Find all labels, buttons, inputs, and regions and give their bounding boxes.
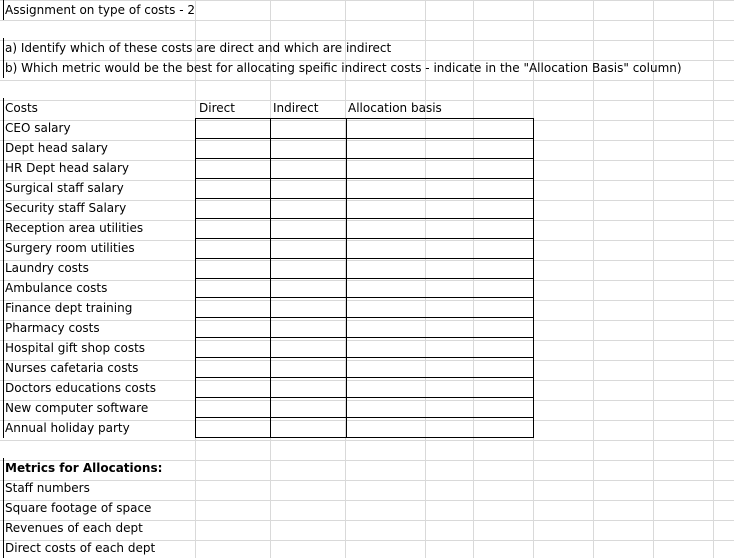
allocation-basis-cell[interactable] bbox=[347, 338, 534, 358]
direct-cell[interactable] bbox=[196, 358, 271, 378]
allocation-basis-cell[interactable] bbox=[347, 238, 534, 258]
direct-cell[interactable] bbox=[196, 298, 271, 318]
cost-row-label[interactable]: CEO salary bbox=[5, 121, 71, 135]
indirect-cell[interactable] bbox=[271, 398, 347, 418]
indirect-cell[interactable] bbox=[271, 418, 347, 438]
gridline bbox=[0, 480, 734, 481]
cell-border bbox=[3, 38, 4, 78]
cost-row-label[interactable]: Surgery room utilities bbox=[5, 241, 135, 255]
direct-cell[interactable] bbox=[196, 218, 271, 238]
instruction-b[interactable]: b) Which metric would be the best for allocating speific indirect costs - indicate in the "Allocation Basis" column) bbox=[5, 61, 682, 75]
indirect-cell[interactable] bbox=[271, 238, 347, 258]
metric-item[interactable]: Square footage of space bbox=[5, 501, 152, 515]
cell-border bbox=[3, 98, 4, 438]
answer-row bbox=[196, 298, 534, 318]
answer-row bbox=[196, 238, 534, 258]
allocation-basis-header[interactable]: Allocation basis bbox=[348, 101, 442, 115]
metric-item[interactable]: Staff numbers bbox=[5, 481, 90, 495]
allocation-basis-cell[interactable] bbox=[347, 278, 534, 298]
allocation-basis-cell[interactable] bbox=[347, 358, 534, 378]
answer-row bbox=[196, 119, 534, 139]
answer-row bbox=[196, 218, 534, 238]
gridline bbox=[0, 80, 734, 81]
metric-item[interactable]: Revenues of each dept bbox=[5, 521, 143, 535]
cell-border bbox=[3, 0, 4, 20]
indirect-cell[interactable] bbox=[271, 338, 347, 358]
cost-row-label[interactable]: Doctors educations costs bbox=[5, 381, 156, 395]
gridline bbox=[653, 0, 654, 558]
assignment-title[interactable]: Assignment on type of costs - 2 bbox=[5, 3, 195, 17]
direct-cell[interactable] bbox=[196, 198, 271, 218]
indirect-cell[interactable] bbox=[271, 258, 347, 278]
allocation-basis-cell[interactable] bbox=[347, 378, 534, 398]
cost-row-label[interactable]: Hospital gift shop costs bbox=[5, 341, 146, 355]
answer-row bbox=[196, 418, 534, 438]
allocation-basis-cell[interactable] bbox=[347, 298, 534, 318]
indirect-cell[interactable] bbox=[271, 198, 347, 218]
cost-row-label[interactable]: Surgical staff salary bbox=[5, 181, 124, 195]
allocation-basis-cell[interactable] bbox=[347, 138, 534, 158]
allocation-basis-cell[interactable] bbox=[347, 158, 534, 178]
direct-cell[interactable] bbox=[196, 238, 271, 258]
cost-row-label[interactable]: Dept head salary bbox=[5, 141, 108, 155]
cost-row-label[interactable]: Pharmacy costs bbox=[5, 321, 100, 335]
direct-cell[interactable] bbox=[196, 318, 271, 338]
direct-header[interactable]: Direct bbox=[199, 101, 235, 115]
direct-cell[interactable] bbox=[196, 158, 271, 178]
answer-row bbox=[196, 398, 534, 418]
answer-row bbox=[196, 158, 534, 178]
answer-row bbox=[196, 198, 534, 218]
gridline bbox=[713, 0, 714, 558]
direct-cell[interactable] bbox=[196, 418, 271, 438]
indirect-cell[interactable] bbox=[271, 278, 347, 298]
answer-row bbox=[196, 178, 534, 198]
metrics-heading[interactable]: Metrics for Allocations: bbox=[5, 461, 163, 475]
allocation-basis-cell[interactable] bbox=[347, 198, 534, 218]
answer-grid bbox=[195, 118, 534, 438]
answer-row bbox=[196, 318, 534, 338]
cost-row-label[interactable]: HR Dept head salary bbox=[5, 161, 130, 175]
direct-cell[interactable] bbox=[196, 378, 271, 398]
direct-cell[interactable] bbox=[196, 278, 271, 298]
direct-cell[interactable] bbox=[196, 138, 271, 158]
gridline bbox=[0, 20, 734, 21]
indirect-cell[interactable] bbox=[271, 119, 347, 139]
direct-cell[interactable] bbox=[196, 119, 271, 139]
cost-row-label[interactable]: Laundry costs bbox=[5, 261, 89, 275]
cost-row-label[interactable]: New computer software bbox=[5, 401, 149, 415]
cost-row-label[interactable]: Security staff Salary bbox=[5, 201, 127, 215]
indirect-cell[interactable] bbox=[271, 218, 347, 238]
direct-cell[interactable] bbox=[196, 258, 271, 278]
costs-header[interactable]: Costs bbox=[5, 101, 38, 115]
metric-item[interactable]: Direct costs of each dept bbox=[5, 541, 156, 555]
answer-row bbox=[196, 358, 534, 378]
cost-row-label[interactable]: Annual holiday party bbox=[5, 421, 130, 435]
allocation-basis-cell[interactable] bbox=[347, 418, 534, 438]
indirect-cell[interactable] bbox=[271, 298, 347, 318]
allocation-basis-cell[interactable] bbox=[347, 398, 534, 418]
answer-row bbox=[196, 258, 534, 278]
gridline bbox=[0, 440, 734, 441]
cost-row-label[interactable]: Ambulance costs bbox=[5, 281, 108, 295]
answer-row bbox=[196, 338, 534, 358]
gridline bbox=[593, 0, 594, 558]
answer-row bbox=[196, 138, 534, 158]
direct-cell[interactable] bbox=[196, 338, 271, 358]
indirect-cell[interactable] bbox=[271, 378, 347, 398]
indirect-cell[interactable] bbox=[271, 358, 347, 378]
indirect-cell[interactable] bbox=[271, 158, 347, 178]
answer-row bbox=[196, 278, 534, 298]
cell-border bbox=[3, 458, 4, 558]
indirect-cell[interactable] bbox=[271, 318, 347, 338]
answer-row bbox=[196, 378, 534, 398]
allocation-basis-cell[interactable] bbox=[347, 218, 534, 238]
indirect-header[interactable]: Indirect bbox=[273, 101, 319, 115]
cost-row-label[interactable]: Finance dept training bbox=[5, 301, 133, 315]
indirect-cell[interactable] bbox=[271, 138, 347, 158]
allocation-basis-cell[interactable] bbox=[347, 119, 534, 139]
instruction-a[interactable]: a) Identify which of these costs are direct and which are indirect bbox=[5, 41, 392, 55]
allocation-basis-cell[interactable] bbox=[347, 258, 534, 278]
allocation-basis-cell[interactable] bbox=[347, 178, 534, 198]
cost-row-label[interactable]: Nurses cafetaria costs bbox=[5, 361, 139, 375]
direct-cell[interactable] bbox=[196, 398, 271, 418]
cost-row-label[interactable]: Reception area utilities bbox=[5, 221, 144, 235]
direct-cell[interactable] bbox=[196, 178, 271, 198]
allocation-basis-cell[interactable] bbox=[347, 318, 534, 338]
indirect-cell[interactable] bbox=[271, 178, 347, 198]
